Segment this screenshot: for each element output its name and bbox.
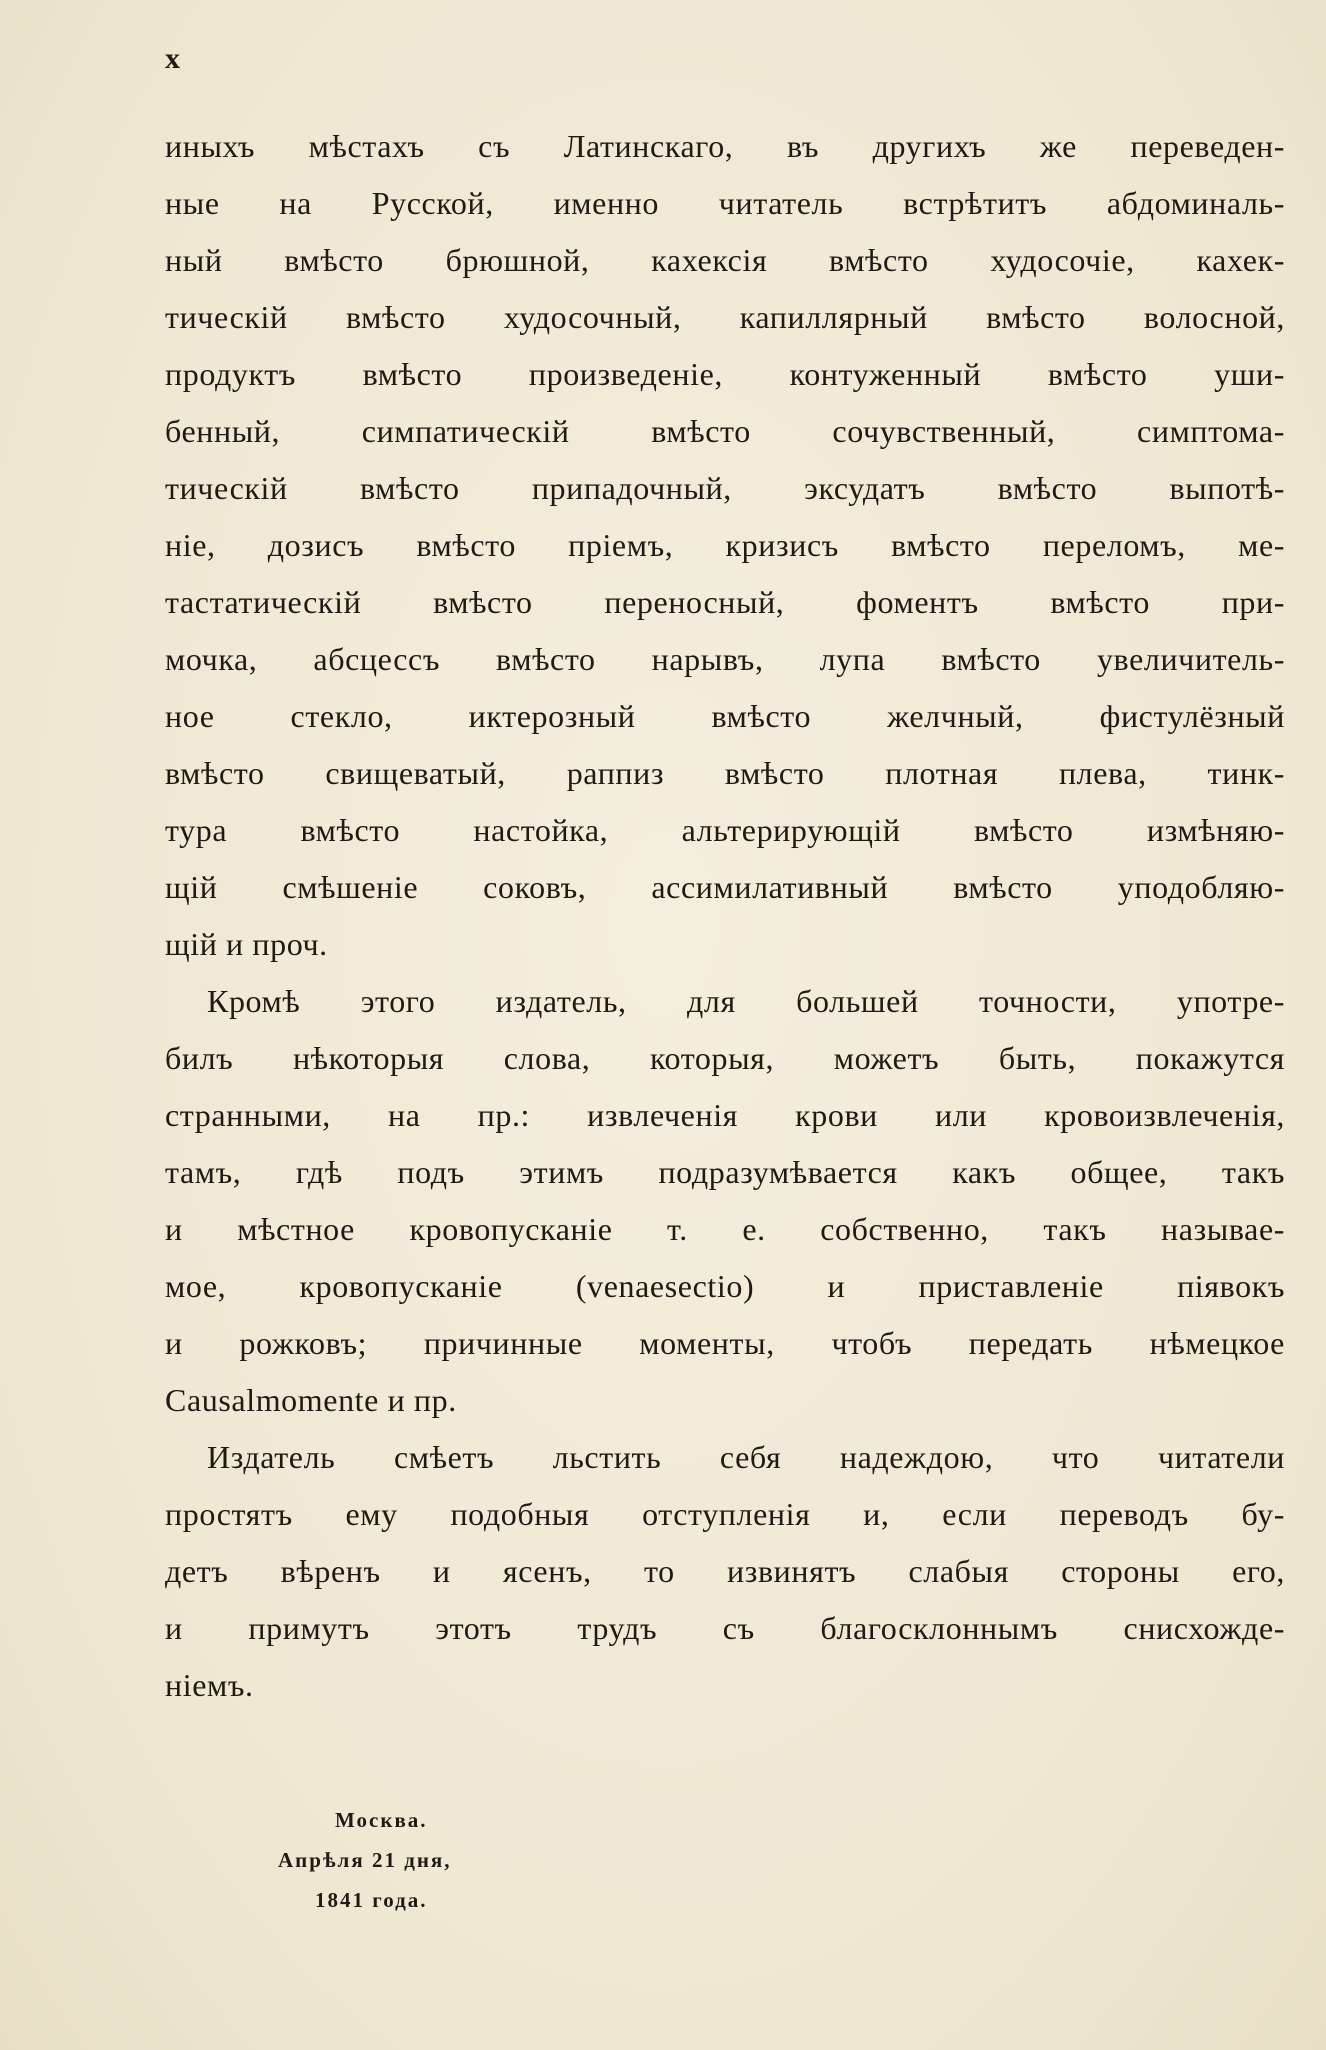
text-line: ные на Русской, именно читатель встрѣтитъ абдоминаль- (165, 185, 1285, 221)
signature-block (270, 1800, 530, 1920)
text-line: ный вмѣсто брюшной, кахексія вмѣсто худосочіе, кахек- (165, 242, 1285, 278)
text-line: Кромѣ этого издатель, для большей точности, употре- (207, 983, 1285, 1019)
text-line: и мѣстное кровопусканіе т. е. собственно, такъ называе- (165, 1211, 1285, 1247)
text-line: вмѣсто свищеватый, раппиз вмѣсто плотная плева, тинк- (165, 755, 1285, 791)
text-line: странными, на пр.: извлеченія крови или кровоизвлеченія, (165, 1097, 1285, 1133)
page-number: x (165, 42, 180, 75)
text-line: Издатель смѣетъ льстить себя надеждою, что читатели (207, 1439, 1285, 1475)
paragraph-2 (165, 973, 1285, 1429)
signature-place: Москва. (335, 1808, 428, 1832)
text-line: тура вмѣсто настойка, альтерирующій вмѣсто измѣняю- (165, 812, 1285, 848)
paragraph-3 (165, 1429, 1285, 1714)
signature-date: Апрѣля 21 дня, (278, 1848, 452, 1872)
text-line: ное стекло, иктерозный вмѣсто желчный, фистулёзный (165, 698, 1285, 734)
text-line: иныхъ мѣстахъ съ Латинскаго, въ другихъ же переведен- (165, 128, 1285, 164)
text-line: и рожковъ; причинные моменты, чтобъ передать нѣмецкое (165, 1325, 1285, 1361)
paragraph-1 (165, 118, 1285, 973)
text-line: тическій вмѣсто худосочный, капиллярный вмѣсто волосной, (165, 299, 1285, 335)
text-line: продуктъ вмѣсто произведеніе, контуженный вмѣсто уши- (165, 356, 1285, 392)
text-line: ніе, дозисъ вмѣсто пріемъ, кризисъ вмѣсто переломъ, ме- (165, 527, 1285, 563)
text-line: и примутъ этотъ трудъ съ благосклоннымъ снисхожде- (165, 1610, 1285, 1646)
signature-year: 1841 года. (315, 1888, 428, 1912)
text-line: ніемъ. (165, 1667, 254, 1703)
text-line: тамъ, гдѣ подъ этимъ подразумѣвается какъ общее, такъ (165, 1154, 1285, 1190)
text-line: щій смѣшеніе соковъ, ассимилативный вмѣсто уподобляю- (165, 869, 1285, 905)
text-line: билъ нѣкоторыя слова, которыя, можетъ быть, покажутся (165, 1040, 1285, 1076)
text-line: мочка, абсцессъ вмѣсто нарывъ, лупа вмѣсто увеличитель- (165, 641, 1285, 677)
body-text (165, 118, 1285, 1714)
text-line: Causalmomente и пр. (165, 1382, 457, 1418)
text-line: бенный, симпатическій вмѣсто сочувственный, симптома- (165, 413, 1285, 449)
text-line: простятъ ему подобныя отступленія и, если переводъ бу- (165, 1496, 1285, 1532)
text-line: тастатическій вмѣсто переносный, фоментъ вмѣсто при- (165, 584, 1285, 620)
text-line: детъ вѣренъ и ясенъ, то извинятъ слабыя стороны его, (165, 1553, 1285, 1589)
text-line: щій и проч. (165, 926, 328, 962)
text-line: мое, кровопусканіе (venaesectio) и приставленіе піявокъ (165, 1268, 1285, 1304)
text-line: тическій вмѣсто припадочный, эксудатъ вмѣсто выпотѣ- (165, 470, 1285, 506)
